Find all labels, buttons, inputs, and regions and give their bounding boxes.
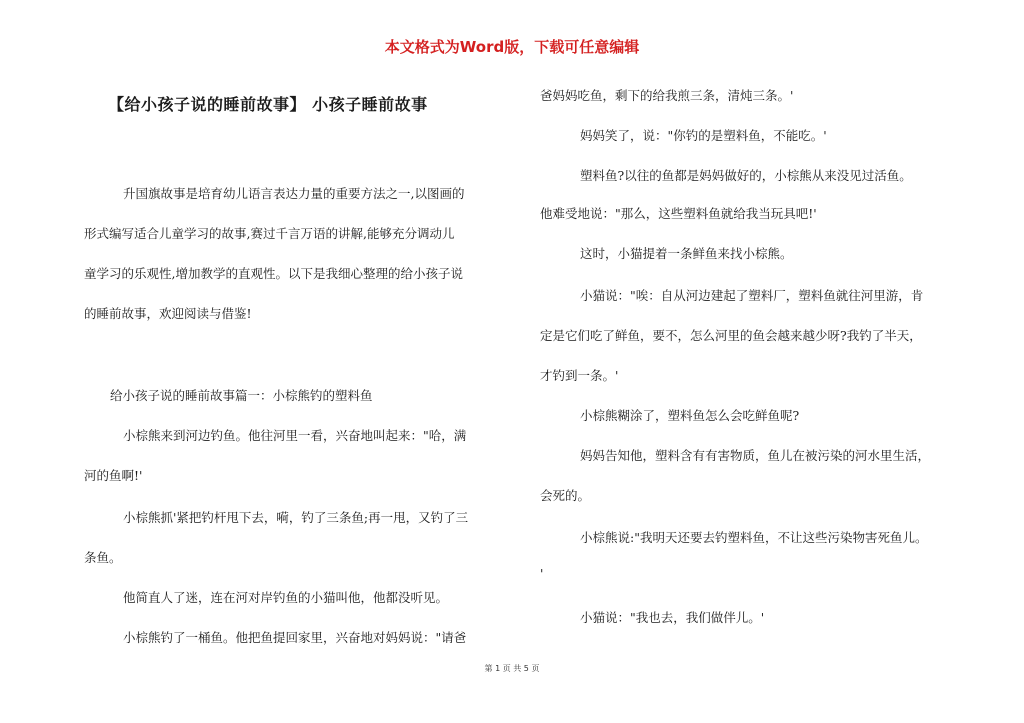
paragraph-line: 小棕熊糊涂了，塑料鱼怎么会吃鲜鱼呢? [580,408,800,423]
paragraph-line: 条鱼。 [84,550,122,565]
word-format-banner: 本文格式为Word版，下载可任意编辑 [384,38,640,56]
paragraph-line: 升国旗故事是培育幼儿语言表达力量的重要方法之一,以图画的 [123,186,465,201]
paragraph-line: 小猫说："我也去，我们做伴儿。' [580,610,765,625]
paragraph-line: 小棕熊来到河边钓鱼。他往河里一看，兴奋地叫起来："哈，满 [123,428,467,443]
paragraph-line: 河的鱼啊!' [84,468,143,483]
document-title: 【给小孩子说的睡前故事】 小孩子睡前故事 [108,95,428,114]
paragraph-line: 会死的。 [540,488,591,503]
paragraph-line: 童学习的乐观性,增加教学的直观性。以下是我细心整理的给小孩子说 [84,266,463,281]
paragraph-line: 妈妈笑了，说："你钓的是塑料鱼，不能吃。' [580,128,827,143]
section-heading: 给小孩子说的睡前故事篇一：小棕熊钓的塑料鱼 [110,388,373,403]
paragraph-line: 小棕熊抓'紧把钓杆甩下去，嗬，钓了三条鱼;再一甩，又钓了三 [123,510,469,525]
page-footer: 第 1 页 共 5 页 [484,664,540,673]
paragraph-line: 才钓到一条。' [540,368,619,383]
paragraph-line: 形式编写适合儿童学习的故事,赛过千言万语的讲解,能够充分调动儿 [84,226,455,241]
paragraph-line: 妈妈告知他，塑料含有有害物质，鱼儿在被污染的河水里生活， [580,448,931,463]
paragraph-line: 小棕熊说:"我明天还要去钓塑料鱼，不让这些污染物害死鱼儿。 [580,530,928,545]
paragraph-line: 他难受地说："那么，这些塑料鱼就给我当玩具吧!' [540,206,817,221]
paragraph-line: 定是它们吃了鲜鱼，要不，怎么河里的鱼会越来越少呀?我钓了半天， [540,328,922,343]
paragraph-line: 爸妈妈吃鱼，剩下的给我煎三条，清炖三条。' [540,88,794,103]
paragraph-line: 他简直人了迷，连在河对岸钓鱼的小猫叫他，他都没听见。 [123,590,449,605]
paragraph-line: 塑料鱼?以往的鱼都是妈妈做好的，小棕熊从来没见过活鱼。 [580,168,912,183]
paragraph-line: 小棕熊钓了一桶鱼。他把鱼提回家里，兴奋地对妈妈说："请爸 [123,630,467,645]
paragraph-line: 的睡前故事，欢迎阅读与借鉴! [84,306,252,321]
paragraph-line: 小猫说："唉：自从河边建起了塑料厂，塑料鱼就往河里游，肯 [580,288,924,303]
paragraph-line: 这时，小猫提着一条鲜鱼来找小棕熊。 [580,246,793,261]
paragraph-line: ' [540,566,544,581]
